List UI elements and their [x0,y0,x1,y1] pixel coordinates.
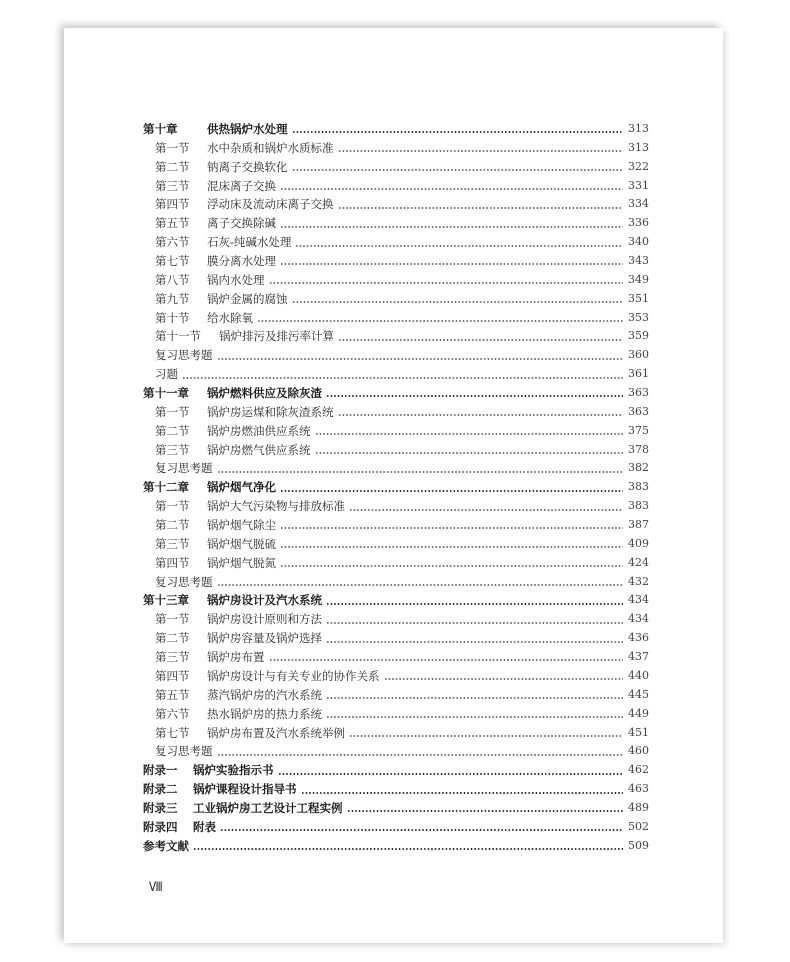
toc-chapter-entry [143,120,649,139]
dot-leader [349,735,623,737]
dot-leader [326,641,623,643]
entry-title: 浮动床及流动床离子交换 [207,197,334,212]
entry-page-number: 322 [628,159,649,173]
toc-chapter-entry [143,384,649,403]
toc-section-entry [143,535,649,554]
toc-section-entry [143,195,649,214]
entry-title: 锅炉房布置及汽水系统举例 [207,725,345,740]
toc-section-entry [143,139,649,158]
entry-title: 锅炉烟气脱氮 [207,555,276,570]
entry-label: 第一节 [155,404,190,419]
entry-title: 锅炉房设计与有关专业的协作关系 [207,668,380,683]
dot-leader [301,792,624,794]
entry-label: 第七节 [155,254,190,269]
entry-label: 第三节 [155,650,190,665]
entry-title: 锅炉大气污染物与排放标准 [207,499,345,514]
toc-section-entry [143,648,649,667]
entry-title: 复习思考题 [155,744,213,759]
toc-section-entry [143,252,649,271]
entry-title: 锅炉房燃油供应系统 [207,423,311,438]
entry-label: 第十一章 [143,386,189,401]
entry-page-number: 375 [628,423,649,437]
dot-leader [338,150,624,152]
toc-appendix-entry [143,818,649,837]
entry-page-number: 449 [628,706,649,720]
entry-label: 第三节 [155,178,190,193]
dot-leader [338,339,623,341]
dot-leader [349,509,623,511]
entry-page-number: 378 [628,442,649,456]
entry-page-number: 437 [628,650,649,664]
dot-leader [295,245,623,247]
toc-appendix-entry [143,780,649,799]
entry-title: 给水除氧 [207,310,253,325]
toc-section-entry [143,610,649,629]
dot-leader [280,226,623,228]
entry-label: 第五节 [155,216,190,231]
entry-page-number: 340 [628,235,649,249]
entry-page-number: 432 [628,574,649,588]
entry-title: 锅炉课程设计指导书 [193,782,297,797]
toc-section-entry [143,271,649,290]
dot-leader [326,395,623,397]
entry-page-number: 509 [628,838,649,852]
dot-leader [280,490,623,492]
page-number-folio: Ⅷ [149,879,163,894]
entry-label: 第十二章 [143,480,189,495]
dot-leader [257,320,623,322]
entry-label: 附录二 [143,782,178,797]
entry-title: 参考文献 [143,838,189,853]
dot-leader [326,622,623,624]
entry-page-number: 363 [628,404,649,418]
entry-page-number: 343 [628,254,649,268]
dot-leader [384,678,624,680]
dot-leader [326,697,623,699]
entry-label: 第六节 [155,706,190,721]
dot-leader [269,282,624,284]
entry-title: 锅炉房设计原则和方法 [207,612,322,627]
toc-section-entry [143,309,649,328]
entry-title: 锅炉烟气净化 [207,480,276,495]
entry-title: 习题 [155,367,178,382]
entry-page-number: 440 [628,668,649,682]
dot-leader [338,414,624,416]
entry-title: 锅炉烟气脱硫 [207,536,276,551]
entry-page-number: 382 [628,461,649,475]
dot-leader [292,169,624,171]
entry-label: 附录一 [143,763,178,778]
entry-page-number: 336 [628,216,649,230]
dot-leader [280,546,623,548]
entry-title: 附表 [193,819,216,834]
entry-label: 第四节 [155,197,190,212]
entry-label: 附录四 [143,819,178,834]
toc-chapter-entry [143,591,649,610]
entry-label: 第七节 [155,725,190,740]
entry-title: 锅炉实验指示书 [193,763,274,778]
dot-leader [326,716,623,718]
entry-page-number: 331 [628,178,649,192]
entry-page-number: 383 [628,499,649,513]
entry-page-number: 489 [628,800,649,814]
entry-label: 第一节 [155,612,190,627]
toc-chapter-entry [143,478,649,497]
toc-appendix-entry [143,761,649,780]
toc-section-entry [143,327,649,346]
entry-label: 第六节 [155,235,190,250]
entry-page-number: 349 [628,272,649,286]
entry-page-number: 451 [628,725,649,739]
entry-label: 第四节 [155,668,190,683]
entry-page-number: 409 [628,536,649,550]
entry-title: 水中杂质和锅炉水质标准 [207,140,334,155]
toc-section-entry [143,403,649,422]
entry-label: 第四节 [155,555,190,570]
toc-section-entry [143,441,649,460]
document-page [64,28,723,943]
entry-page-number: 383 [628,480,649,494]
toc-section-entry [143,214,649,233]
entry-page-number: 353 [628,310,649,324]
entry-title: 膜分离水处理 [207,254,276,269]
entry-label: 第二节 [155,159,190,174]
dot-leader [217,358,624,360]
entry-title: 复习思考题 [155,574,213,589]
entry-page-number: 351 [628,291,649,305]
entry-page-number: 445 [628,687,649,701]
toc-section-entry [143,724,649,743]
toc-section-entry [143,667,649,686]
entry-title: 锅炉金属的腐蚀 [207,291,288,306]
table-of-contents [143,120,649,856]
entry-title: 锅内水处理 [207,272,265,287]
dot-leader [278,773,624,775]
entry-title: 复习思考题 [155,348,213,363]
toc-appendix-entry [143,799,649,818]
dot-leader [217,471,624,473]
entry-title: 混床离子交换 [207,178,276,193]
toc-section-entry [143,365,649,384]
dot-leader [292,131,624,133]
entry-page-number: 460 [628,744,649,758]
entry-title: 钠离子交换软化 [207,159,288,174]
toc-section-entry [143,742,649,761]
entry-title: 工业锅炉房工艺设计工程实例 [193,800,343,815]
dot-leader [315,433,624,435]
entry-title: 热水锅炉房的热力系统 [207,706,322,721]
entry-title: 锅炉房运煤和除灰渣系统 [207,404,334,419]
entry-page-number: 334 [628,197,649,211]
entry-label: 第二节 [155,423,190,438]
dot-leader [280,527,623,529]
dot-leader [269,659,624,661]
entry-title: 锅炉房设计及汽水系统 [207,593,322,608]
entry-title: 蒸汽锅炉房的汽水系统 [207,687,322,702]
toc-appendix-entry [143,837,649,856]
toc-section-entry [143,346,649,365]
entry-label: 第一节 [155,499,190,514]
toc-section-entry [143,629,649,648]
toc-section-entry [143,177,649,196]
dot-leader [280,263,623,265]
entry-title: 锅炉房燃气供应系统 [207,442,311,457]
entry-label: 附录三 [143,800,178,815]
toc-section-entry [143,158,649,177]
entry-page-number: 313 [628,140,649,154]
toc-section-entry [143,554,649,573]
entry-title: 离子交换除碱 [207,216,276,231]
entry-page-number: 434 [628,612,649,626]
entry-title: 锅炉烟气除尘 [207,518,276,533]
dot-leader [326,603,623,605]
dot-leader [220,829,623,831]
entry-label: 第十一节 [155,329,201,344]
toc-section-entry [143,516,649,535]
dot-leader [347,810,624,812]
entry-label: 第二节 [155,631,190,646]
entry-label: 第十章 [143,122,178,136]
toc-section-entry [143,686,649,705]
dot-leader [280,565,623,567]
dot-leader [292,301,624,303]
entry-label: 第八节 [155,272,190,287]
entry-label: 第九节 [155,291,190,306]
toc-section-entry [143,573,649,592]
entry-page-number: 436 [628,631,649,645]
entry-label: 第二节 [155,518,190,533]
entry-page-number: 462 [628,763,649,777]
entry-page-number: 361 [628,367,649,381]
toc-section-entry [143,459,649,478]
entry-title: 供热锅炉水处理 [207,122,288,136]
toc-section-entry [143,705,649,724]
dot-leader [315,452,624,454]
entry-title: 锅炉房容量及锅炉选择 [207,631,322,646]
entry-label: 第十三章 [143,593,189,608]
dot-leader [217,754,624,756]
entry-title: 锅炉排污及排污率计算 [219,329,334,344]
entry-page-number: 502 [628,819,649,833]
entry-label: 第三节 [155,536,190,551]
dot-leader [193,848,623,850]
entry-page-number: 387 [628,518,649,532]
dot-leader [280,188,623,190]
toc-section-entry [143,290,649,309]
entry-page-number: 463 [628,782,649,796]
dot-leader [217,584,624,586]
entry-page-number: 363 [628,386,649,400]
entry-title: 复习思考题 [155,461,213,476]
dot-leader [182,377,623,379]
entry-page-number: 360 [628,348,649,362]
entry-title: 锅炉燃料供应及除灰渣 [207,386,322,401]
entry-page-number: 424 [628,555,649,569]
entry-label: 第十节 [155,310,190,325]
entry-page-number: 359 [628,329,649,343]
entry-title: 锅炉房布置 [207,650,265,665]
toc-section-entry [143,422,649,441]
entry-label: 第五节 [155,687,190,702]
entry-page-number: 434 [628,593,649,607]
toc-section-entry [143,233,649,252]
dot-leader [338,207,624,209]
entry-label: 第一节 [155,140,190,155]
entry-label: 第三节 [155,442,190,457]
entry-title: 石灰-纯碱水处理 [207,235,292,250]
entry-page-number: 313 [628,122,649,135]
toc-section-entry [143,497,649,516]
